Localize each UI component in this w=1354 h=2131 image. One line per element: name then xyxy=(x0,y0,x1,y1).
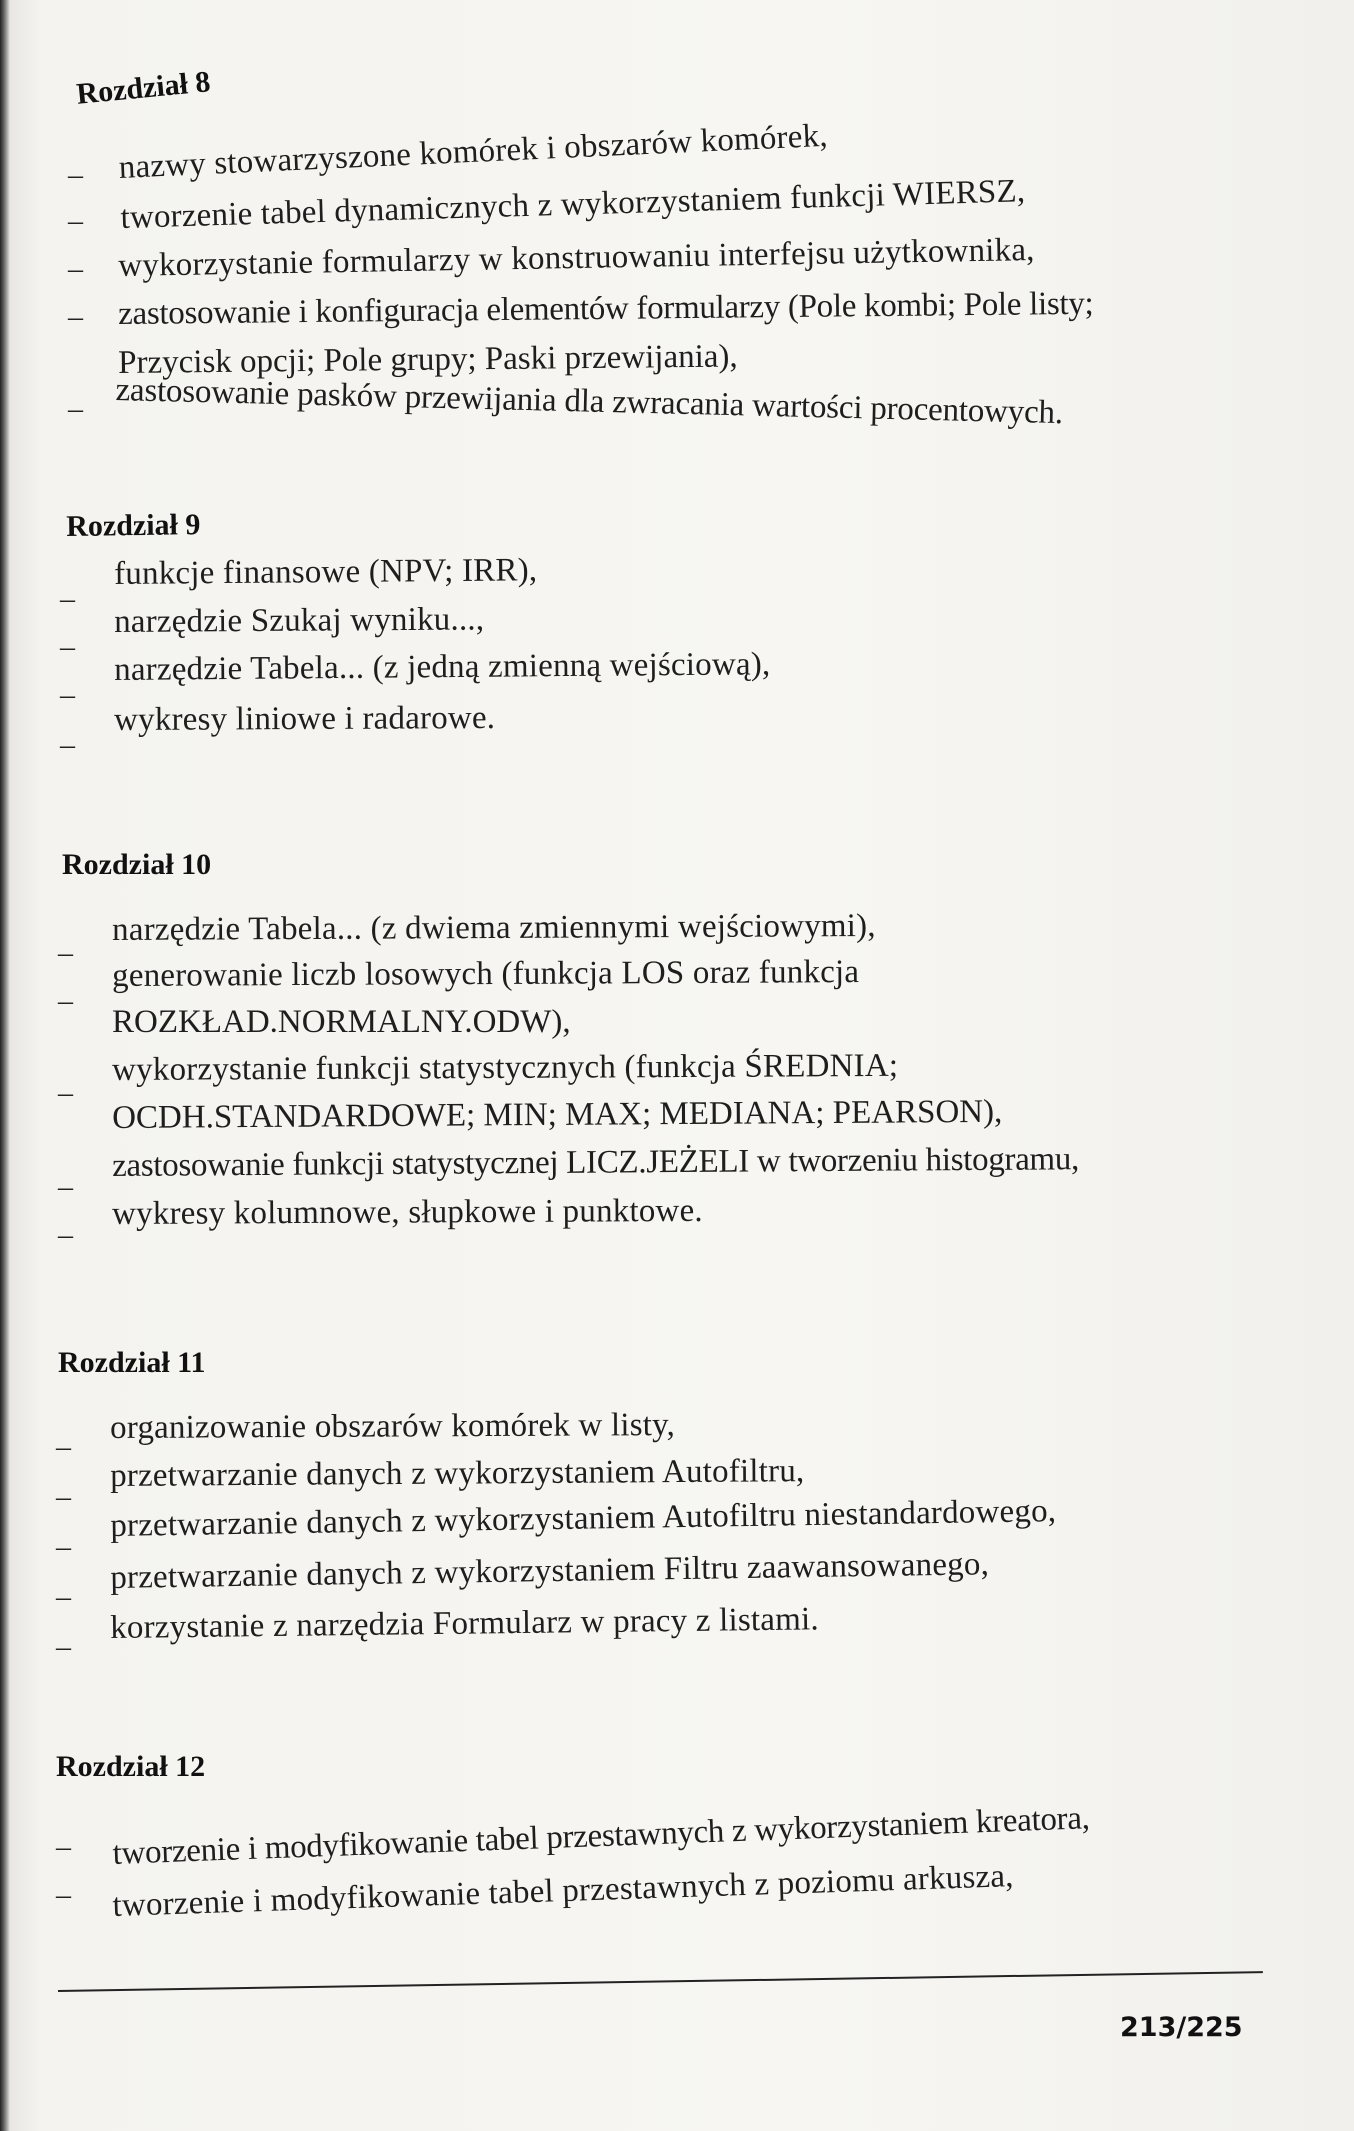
book-spine-shadow xyxy=(0,0,10,2131)
list-dash: – xyxy=(68,158,83,191)
list-item: przetwarzanie danych z wykorzystaniem Autofiltru, xyxy=(110,1453,805,1494)
list-item: zastosowanie i konfiguracja elementów formularzy (Pole kombi; Pole listy; xyxy=(118,285,1094,332)
list-item: nazwy stowarzyszone komórek i obszarów komórek, xyxy=(118,117,829,186)
list-dash: – xyxy=(56,1830,71,1863)
list-dash: – xyxy=(58,1076,73,1109)
section-title-rozdzial-9: Rozdział 9 xyxy=(66,508,201,543)
section-title-rozdzial-10: Rozdział 10 xyxy=(62,848,212,881)
list-dash: – xyxy=(58,936,73,969)
list-dash: – xyxy=(58,1218,73,1251)
list-item: zastosowanie pasków przewijania dla zwracania wartości procentowych. xyxy=(115,372,1064,432)
list-item: wykorzystanie funkcji statystycznych (funkcja ŚREDNIA; xyxy=(112,1047,899,1088)
list-item: narzędzie Tabela... (z dwiema zmiennymi wejściowymi), xyxy=(112,908,876,948)
list-item: korzystanie z narzędzia Formularz w pracy z listami. xyxy=(110,1601,819,1646)
list-dash: – xyxy=(60,630,75,663)
list-item: generowanie liczb losowych (funkcja LOS oraz funkcja xyxy=(112,954,860,994)
list-item: organizowanie obszarów komórek w listy, xyxy=(110,1407,676,1446)
list-item-continuation: ROZKŁAD.NORMALNY.ODW), xyxy=(112,1004,571,1040)
list-item: tworzenie i modyfikowanie tabel przestawnych z wykorzystaniem kreatora, xyxy=(112,1800,1091,1872)
list-item: narzędzie Szukaj wyniku..., xyxy=(114,601,485,640)
list-item-continuation: OCDH.STANDARDOWE; MIN; MAX; MEDIANA; PEARSON), xyxy=(112,1093,1003,1136)
page-number: 213/225 xyxy=(1120,2012,1243,2043)
list-dash: – xyxy=(56,1878,71,1911)
list-dash: – xyxy=(56,1530,71,1563)
section-title-rozdzial-8: Rozdział 8 xyxy=(75,65,212,111)
list-item: zastosowanie funkcji statystycznej LICZ.JEŻELI w tworzeniu histogramu, xyxy=(112,1141,1080,1184)
list-item: funkcje finansowe (NPV; IRR), xyxy=(114,552,538,592)
list-item: wykresy kolumnowe, słupkowe i punktowe. xyxy=(112,1192,703,1232)
list-dash: – xyxy=(60,582,75,615)
list-item: przetwarzanie danych z wykorzystaniem Autofiltru niestandardowego, xyxy=(110,1493,1057,1544)
section-title-rozdzial-12: Rozdział 12 xyxy=(56,1750,206,1783)
list-item: wykresy liniowe i radarowe. xyxy=(114,700,496,738)
list-dash: – xyxy=(56,1630,71,1663)
list-dash: – xyxy=(68,204,83,237)
list-dash: – xyxy=(60,728,75,761)
list-dash: – xyxy=(58,984,73,1017)
list-item: wykorzystanie formularzy w konstruowaniu interfejsu użytkownika, xyxy=(118,232,1035,284)
list-item: tworzenie i modyfikowanie tabel przestawnych z poziomu arkusza, xyxy=(112,1858,1015,1924)
list-dash: – xyxy=(58,1170,73,1203)
section-title-rozdzial-11: Rozdział 11 xyxy=(58,1346,206,1379)
list-dash: – xyxy=(60,678,75,711)
list-item: przetwarzanie danych z wykorzystaniem Filtru zaawansowanego, xyxy=(110,1546,990,1596)
list-dash: – xyxy=(68,252,83,285)
list-item-continuation: Przycisk opcji; Pole grupy; Paski przewijania), xyxy=(118,338,738,381)
list-dash: – xyxy=(56,1480,71,1513)
list-dash: – xyxy=(68,392,83,425)
list-dash: – xyxy=(56,1430,71,1463)
list-dash: – xyxy=(56,1580,71,1613)
footer-divider xyxy=(58,1971,1263,1992)
list-dash: – xyxy=(68,300,83,333)
list-item: tworzenie tabel dynamicznych z wykorzystaniem funkcji WIERSZ, xyxy=(120,173,1026,236)
list-item: narzędzie Tabela... (z jedną zmienną wejściową), xyxy=(114,646,771,688)
